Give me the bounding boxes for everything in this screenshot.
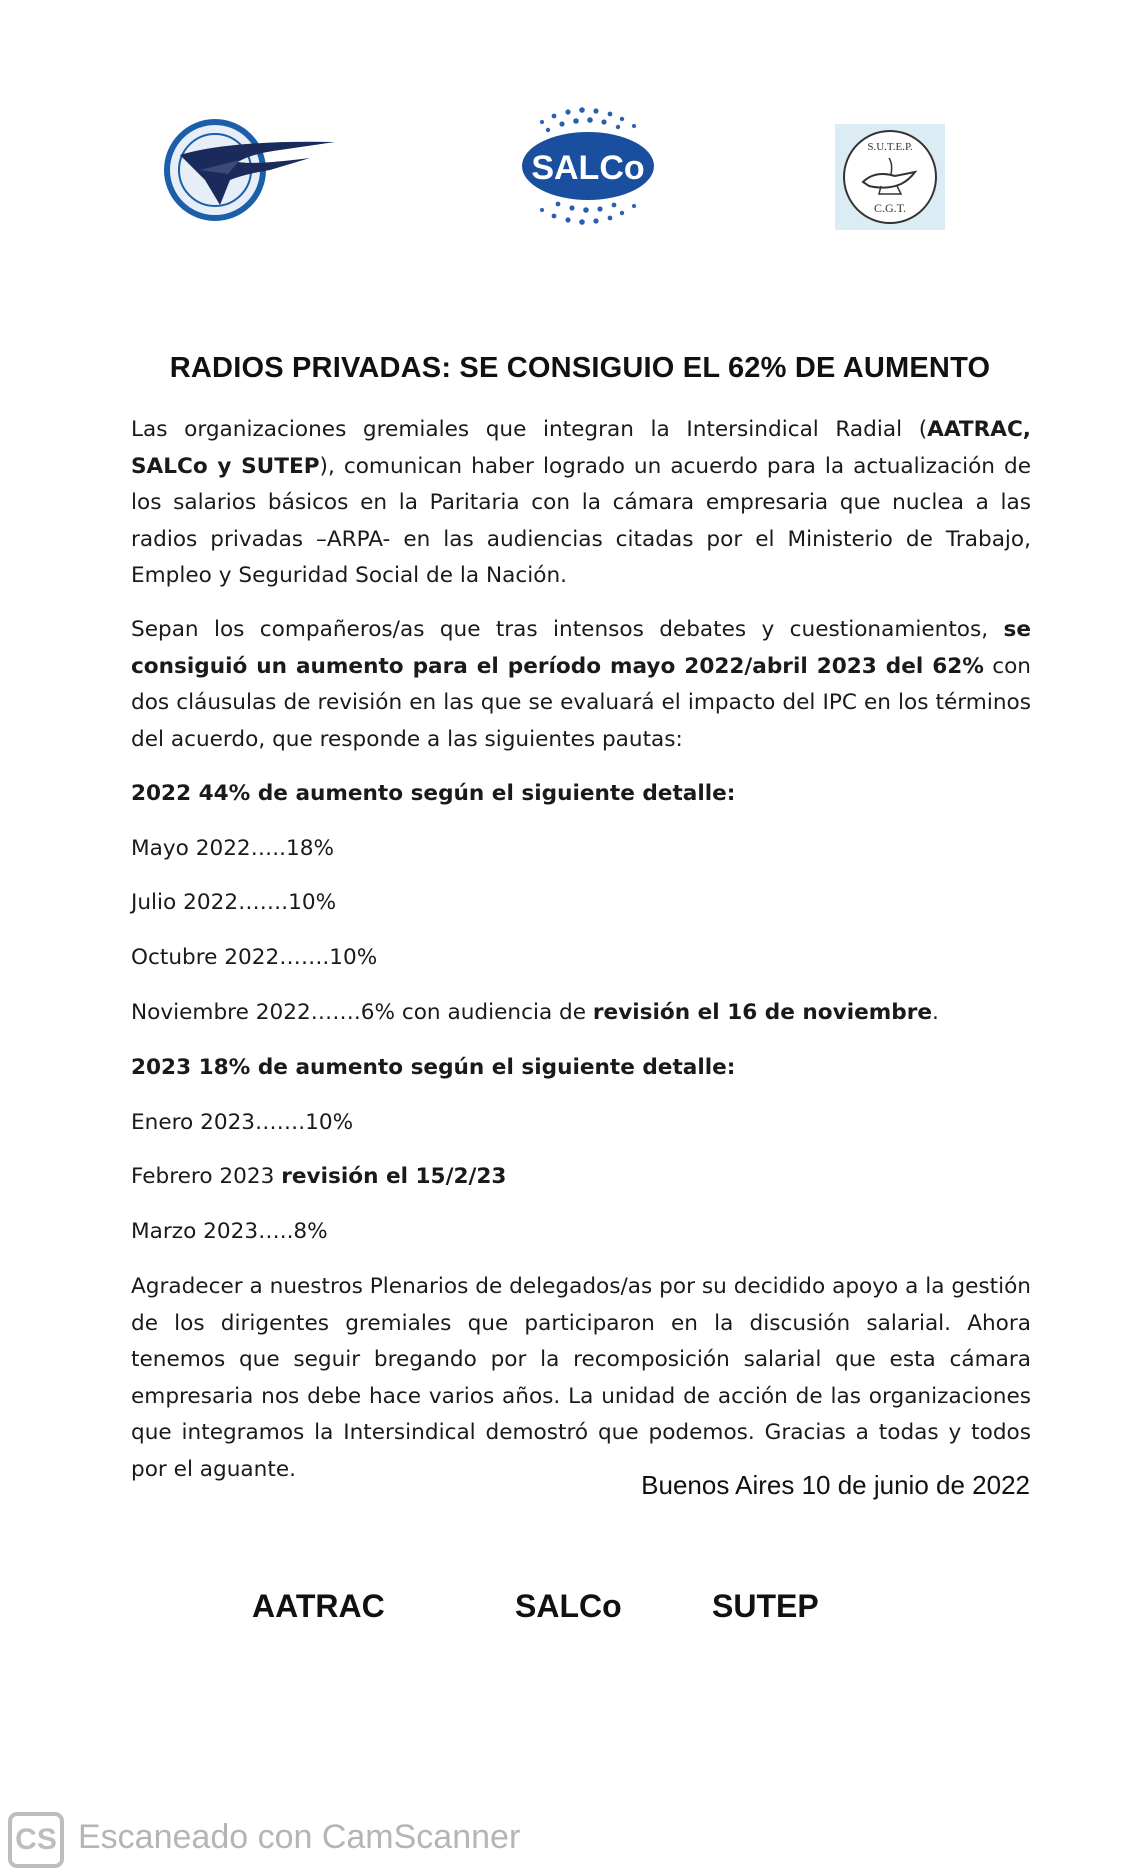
heading-2022: 2022 44% de aumento según el siguiente detalle: — [131, 781, 736, 806]
camscanner-logo-icon: CS — [8, 1812, 64, 1868]
sutep-logo — [835, 124, 945, 230]
paragraph-intro: Las organizaciones gremiales que integran la Intersindical Radial (AATRAC, SALCo y SUTEP), comunican haber logrado un acuerdo para la actualización de los salarios básicos en la Paritaria con la cámara empresaria que nuclea a las radios privadas –ARPA- en las audiencias citadas por el Ministerio de Trabajo, Empleo y Seguridad Social de la Nación. — [131, 417, 1031, 588]
sutep-logo-top-text: S.U.T.E.P. — [867, 141, 913, 153]
item-mayo-2022: Mayo 2022…..18% — [131, 836, 334, 861]
item-julio-2022: Julio 2022…….10% — [131, 890, 337, 915]
item-marzo-2023: Marzo 2023…..8% — [131, 1219, 328, 1244]
signature-salco: SALCo — [515, 1588, 622, 1624]
salco-logo — [512, 100, 662, 240]
document-title: RADIOS PRIVADAS: SE CONSIGUIO EL 62% DE AUMENTO — [169, 352, 991, 384]
item-enero-2023: Enero 2023…….10% — [131, 1110, 354, 1135]
heading-2023: 2023 18% de aumento según el siguiente detalle: — [131, 1055, 736, 1080]
signature-sutep: SUTEP — [712, 1588, 819, 1624]
item-octubre-2022: Octubre 2022…….10% — [131, 945, 378, 970]
item-noviembre-2022: Noviembre 2022…….6% con audiencia de revisión el 16 de noviembre. — [131, 1000, 939, 1025]
salco-logo-text: SALCo — [531, 149, 645, 187]
sutep-logo-bottom-text: C.G.T. — [873, 201, 907, 215]
camscanner-watermark: Escaneado con CamScanner — [78, 1818, 521, 1856]
paragraph-agreement: Sepan los compañeros/as que tras intensos debates y cuestionamientos, se consiguió un aumento para el período mayo 2022/abril 2023 del 62% con dos cláusulas de revisión en las que se evaluará el impacto del IPC en los términos del acuerdo, que responde a las siguientes pautas: — [131, 617, 1031, 752]
document-date: Buenos Aires 10 de junio de 2022 — [641, 1470, 1030, 1500]
item-febrero-2023: Febrero 2023 revisión el 15/2/23 — [131, 1164, 507, 1189]
paragraph-closing: Agradecer a nuestros Plenarios de delegados/as por su decidido apoyo a la gestión de los dirigentes gremiales que participaron en la discusión salarial. Ahora tenemos que seguir bregando por la recomposición salarial que esta cámara empresaria nos debe hace varios años. La unidad de acción de las organizaciones que integramos la Intersindical demostró que podemos. Gracias a todas y todos por el aguante. — [131, 1274, 1031, 1482]
aatrac-logo — [160, 110, 340, 230]
signature-aatrac: AATRAC — [252, 1588, 385, 1624]
